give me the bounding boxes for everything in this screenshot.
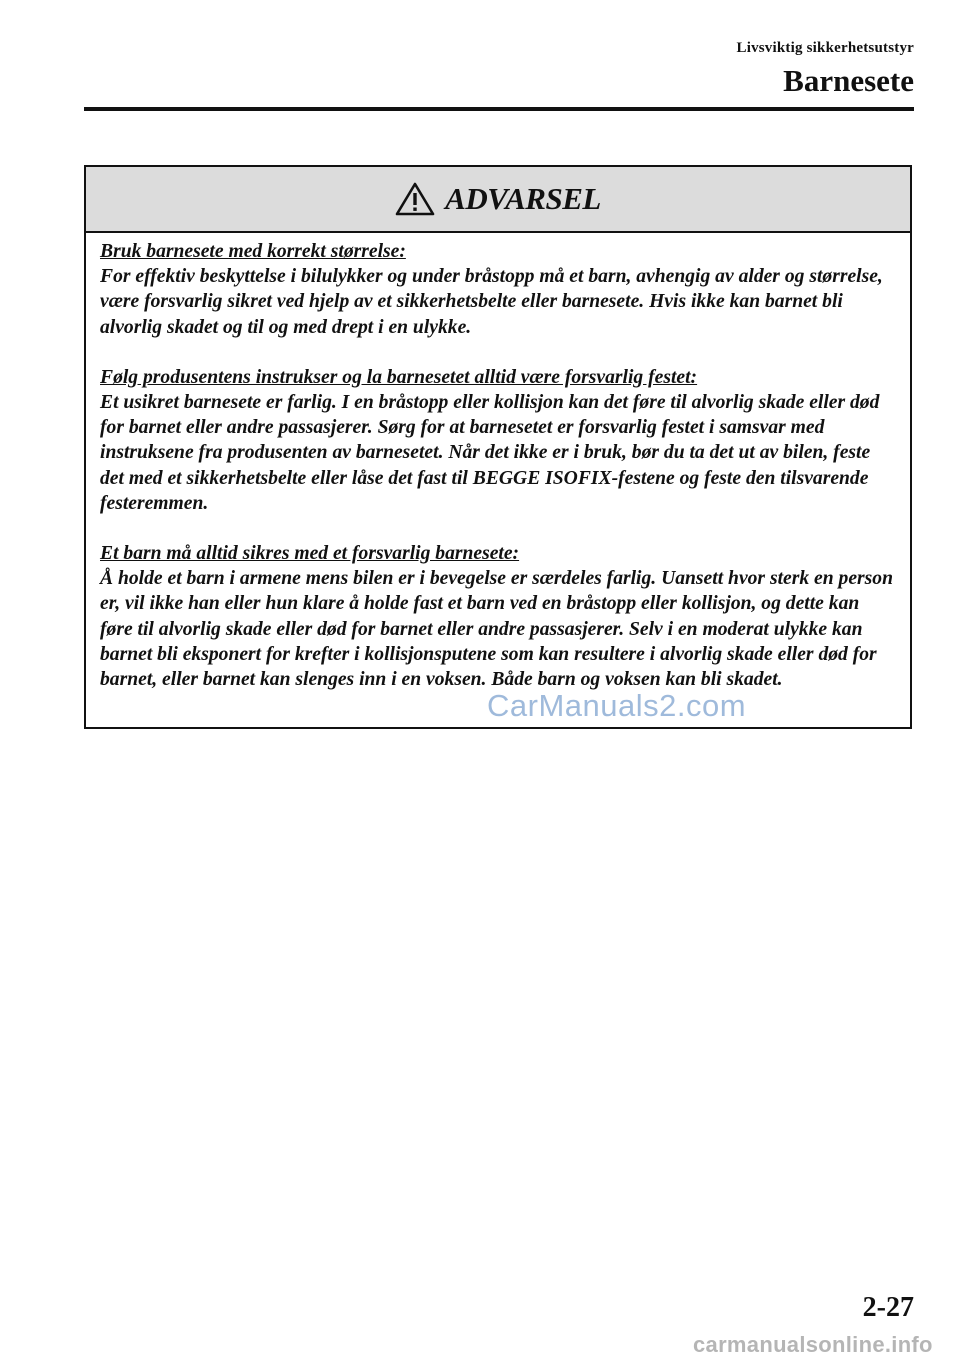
paragraph-text: Et usikret barnesete er farlig. I en bråstopp eller kollisjon kan det føre til alvorlig skade eller død for barnet eller andre passasjerer. Sørg for at barnesetet er forsvarlig festet i samsvar med instruksene fra produsenten av barnesetet. Når det ikke er i bruk, bør du ta det ut av bilen, feste det med et sikkerhetsbelte eller låse det fast til BEGGE ISOFIX-festene og feste den tilsvarende festeremmen. (100, 392, 880, 514)
paragraph-heading: Et barn må alltid sikres med et forsvarlig barnesete: (100, 543, 520, 565)
warning-body (86, 233, 910, 692)
paragraph-heading: Bruk barnesete med korrekt størrelse: (100, 241, 406, 262)
warning-title: ADVARSEL (445, 181, 601, 216)
paragraph-text: Å holde et barn i armene mens bilen er i bevegelse er særdeles farlig. Uansett hvor sterk en person er, vil ikke han eller hun klare å holde fast et barn ved en bråstopp eller kollisjon, og dette kan føre til alvorlig skade eller død for barnet eller andre passasjerer. Selv i en moderat ulykke kan barnet bli eksponert for krefter i kollisjonsputene som kan resultere i alvorlig skade eller død for barnet, eller barnet kan slenges inn i en voksen. Både barn og voksen kan bli skadet. (100, 568, 893, 691)
warning-triangle-icon (395, 182, 435, 216)
section-name: Livsviktig sikkerhetsutstyr (736, 40, 914, 56)
page-header (737, 40, 915, 99)
paragraph-text: For effektiv beskyttelse i bilulykker og under bråstopp må et barn, avhengig av alder og størrelse, være forsvarlig sikret ved hjelp av et sikkerhetsbelte eller barnesete. Hvis ikke kan barnet bli alvorlig skadet og til og med drept i en ulykke. (100, 266, 883, 338)
footer-site-link[interactable]: carmanualsonline.info (693, 1332, 933, 1357)
warning-paragraph (100, 541, 894, 692)
warning-paragraph (100, 365, 894, 516)
chapter-title: Barnesete (783, 63, 914, 98)
header-divider (84, 107, 914, 111)
warning-header (86, 167, 910, 233)
page-number: 2-27 (862, 1292, 914, 1323)
warning-box (84, 165, 912, 729)
warning-paragraph (100, 239, 894, 340)
watermark: CarManuals2.com (487, 688, 747, 723)
paragraph-heading: Følg produsentens instrukser og la barnesetet alltid være forsvarlig festet: (100, 366, 698, 388)
